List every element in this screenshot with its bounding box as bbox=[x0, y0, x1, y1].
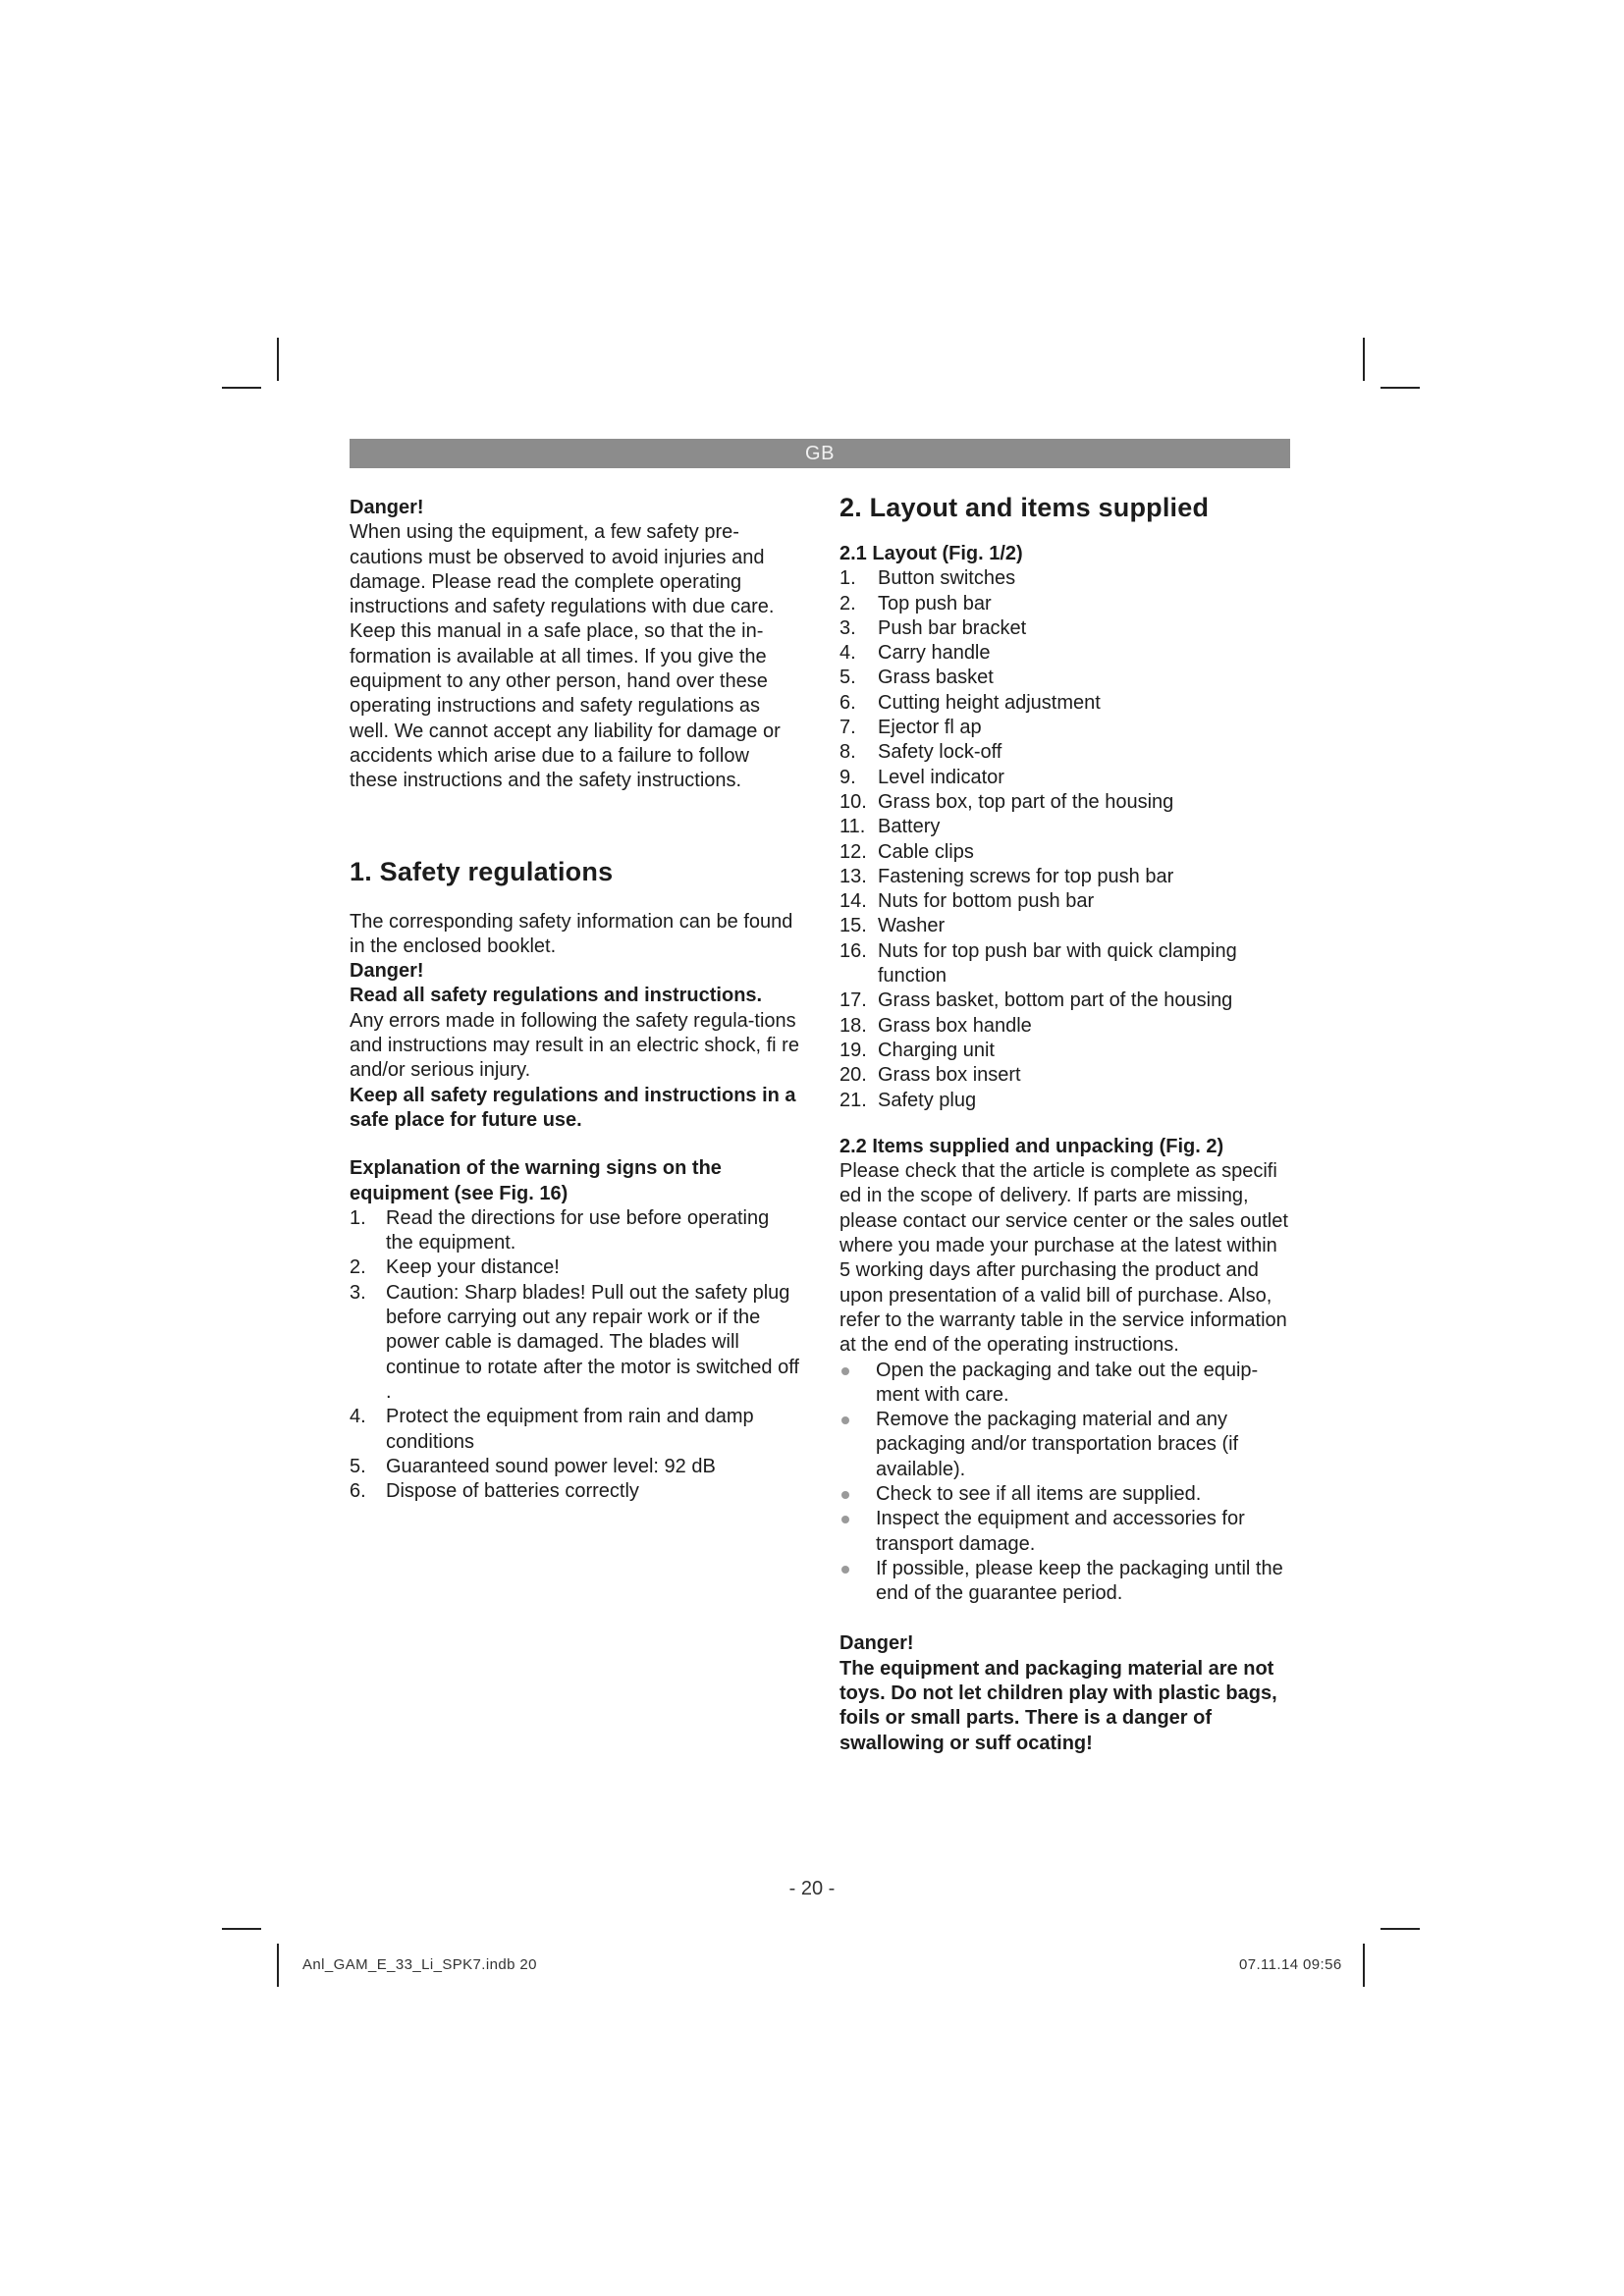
bullet-icon bbox=[841, 1516, 849, 1523]
bullet-icon bbox=[841, 1491, 849, 1499]
crop-mark-bottom-right-horizontal bbox=[1380, 1928, 1420, 1930]
warning-signs-list bbox=[350, 1206, 799, 1505]
list-item: Remove the packaging material and any packaging and/or transportation braces (if available). bbox=[839, 1408, 1293, 1482]
page-number: - 20 - bbox=[788, 1878, 836, 1899]
list-item: 12. Cable clips bbox=[839, 840, 974, 863]
list-item: 2. Top push bar bbox=[839, 592, 992, 614]
safety-regulations-block bbox=[350, 910, 799, 1134]
danger-children-text: The equipment and packaging material are not toys. Do not let children play with plastic bags, foils or small parts. There is a danger of swallowing or suff ocating! bbox=[839, 1657, 1277, 1754]
safety-danger-title: Danger! bbox=[350, 960, 424, 983]
list-item: 4. Carry handle bbox=[839, 642, 991, 665]
list-item: 14. Nuts for bottom push bar bbox=[839, 890, 1095, 913]
crop-mark-top-right-horizontal bbox=[1380, 387, 1420, 389]
right-column bbox=[839, 491, 1293, 1756]
list-item: 4. Protect the equipment from rain and damp conditions bbox=[350, 1406, 754, 1453]
list-item: 3. Push bar bracket bbox=[839, 616, 1027, 639]
list-item: 18. Grass box handle bbox=[839, 1014, 1032, 1037]
list-item: 5. Guaranteed sound power level: 92 dB bbox=[350, 1455, 716, 1477]
list-item: 7. Ejector fl ap bbox=[839, 717, 982, 739]
list-item: 6. Cutting height adjustment bbox=[839, 691, 1101, 714]
danger-children-block bbox=[839, 1631, 1293, 1755]
list-item: 17. Grass basket, bottom part of the housing bbox=[839, 989, 1233, 1012]
danger-intro-block bbox=[350, 496, 799, 794]
crop-mark-bottom-left-vertical bbox=[277, 1944, 279, 1987]
crop-mark-top-left-vertical bbox=[277, 338, 279, 381]
list-item: 8. Safety lock-off bbox=[839, 741, 1002, 764]
list-item: 15. Washer bbox=[839, 915, 946, 937]
items-supplied-heading: 2.2 Items supplied and unpacking (Fig. 2) bbox=[839, 1135, 1224, 1157]
list-item: 11. Battery bbox=[839, 816, 941, 838]
list-item: 19. Charging unit bbox=[839, 1039, 995, 1061]
read-all-instruction: Read all safety regulations and instructions. bbox=[350, 985, 763, 1007]
danger-title: Danger! bbox=[350, 497, 424, 518]
list-item: 13. Fastening screws for top push bar bbox=[839, 865, 1174, 887]
keep-instructions-text: Keep all safety regulations and instructions in a safe place for future use. bbox=[350, 1084, 796, 1131]
safety-intro-text: The corresponding safety information can be found in the enclosed booklet. bbox=[350, 910, 793, 957]
errors-warning-text: Any errors made in following the safety regula-tions and instructions may result in an electric shock, fi re and/or serious injury. bbox=[350, 1009, 799, 1082]
list-item: Open the packaging and take out the equip-ment with care. bbox=[839, 1359, 1293, 1409]
danger-title: Danger! bbox=[839, 1632, 914, 1655]
crop-mark-bottom-right-vertical bbox=[1363, 1944, 1365, 1987]
list-item: 20. Grass box insert bbox=[839, 1064, 1021, 1087]
list-item: Check to see if all items are supplied. bbox=[839, 1482, 1293, 1507]
list-item: 5. Grass basket bbox=[839, 667, 994, 689]
list-item: Inspect the equipment and accessories for transport damage. bbox=[839, 1507, 1293, 1557]
bullet-icon bbox=[841, 1566, 849, 1574]
layout-parts-list bbox=[839, 566, 1293, 1113]
list-item: 16. Nuts for top push bar with quick clamping function bbox=[839, 939, 1237, 988]
list-item: 2. Keep your distance! bbox=[350, 1256, 560, 1279]
bullet-icon bbox=[841, 1416, 849, 1424]
list-item: If possible, please keep the packaging until the end of the guarantee period. bbox=[839, 1557, 1293, 1607]
print-timestamp: 07.11.14 09:56 bbox=[1239, 1956, 1342, 1973]
list-item: 6. Dispose of batteries correctly bbox=[350, 1480, 639, 1503]
left-column bbox=[350, 496, 799, 1504]
crop-mark-top-left-horizontal bbox=[222, 387, 261, 389]
list-item: 1. Button switches bbox=[839, 567, 1016, 590]
warning-signs-heading: Explanation of the warning signs on the equipment (see Fig. 16) bbox=[350, 1157, 722, 1204]
bullet-icon bbox=[841, 1367, 849, 1375]
unpacking-bullet-list bbox=[839, 1359, 1293, 1607]
language-label: GB bbox=[805, 443, 835, 464]
print-file-name: Anl_GAM_E_33_Li_SPK7.indb 20 bbox=[302, 1956, 537, 1973]
list-item: 3. Caution: Sharp blades! Pull out the safety plug before carrying out any repair work or if the power cable is damaged. The blades will continue to rotate after the motor is switched off . bbox=[350, 1281, 799, 1403]
list-item: 9. Level indicator bbox=[839, 766, 1004, 788]
list-item: 10. Grass box, top part of the housing bbox=[839, 790, 1174, 813]
crop-mark-top-right-vertical bbox=[1363, 338, 1365, 381]
list-item: 1. Read the directions for use before operating the equipment. bbox=[350, 1206, 770, 1255]
danger-intro-text: When using the equipment, a few safety pre-cautions must be observed to avoid injuries and damage. Please read the complete operating instructions and safety regulations with due care. Keep this manual in a safe place, so that the in-formation is available at all times. If you give the equipment to any other person, hand over these operating instructions and safety regulations as well. We cannot accept any liability for damage or accidents which arise due to a failure to follow these instructions and the safety instructions. bbox=[350, 521, 781, 792]
list-item: 21. Safety plug bbox=[839, 1089, 977, 1111]
section-2-heading: 2. Layout and items supplied bbox=[839, 493, 1210, 522]
items-supplied-text: Please check that the article is complete as specifi ed in the scope of delivery. If parts are missing, please contact our service center or the sales outlet where you made your purchase at the latest within 5 working days after purchasing the product and upon presentation of a valid bill of purchase. Also, refer to the warranty table in the service information at the end of the operating instructions. bbox=[839, 1160, 1288, 1357]
layout-heading: 2.1 Layout (Fig. 1/2) bbox=[839, 543, 1023, 564]
language-header-bar bbox=[350, 439, 1290, 468]
section-1-heading: 1. Safety regulations bbox=[350, 856, 614, 886]
crop-mark-bottom-left-horizontal bbox=[222, 1928, 261, 1930]
